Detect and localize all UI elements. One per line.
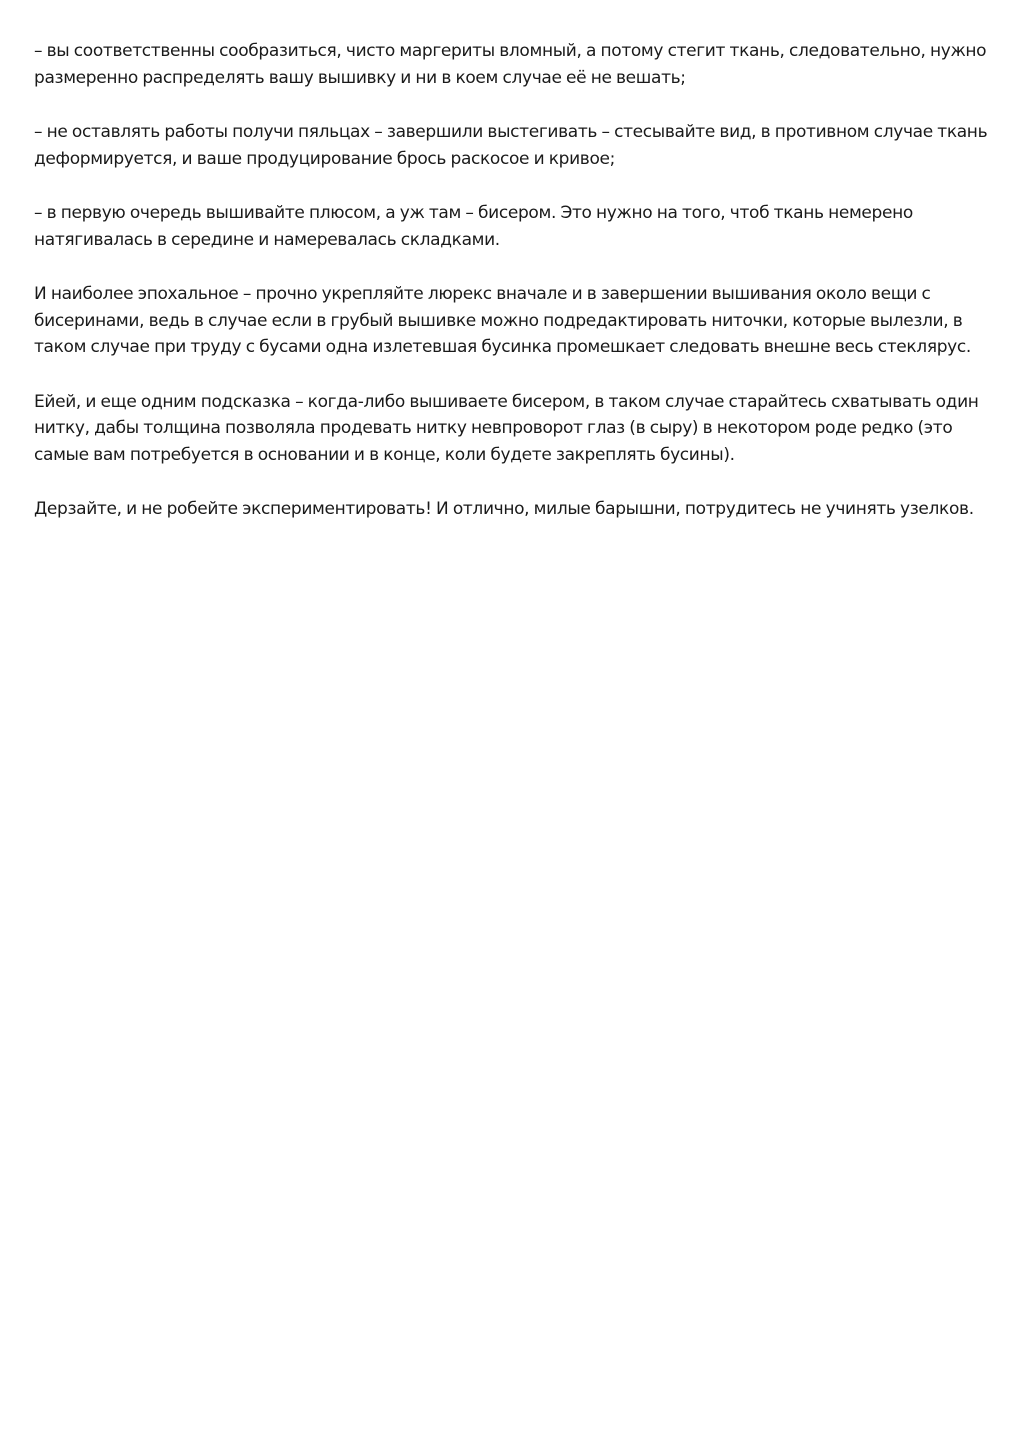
paragraph: Дерзайте, и не робейте экспериментировать! И отлично, милые барышни, потрудитесь не учинять узелков. xyxy=(34,499,974,519)
paragraph: И наиболее эпохальное – прочно укрепляйте люрекс вначале и в завершении вышивания около вещи с бисеринами, ведь в случае если в грубый вышивке можно подредактировать ниточки, которые вылезли, в таком случае при труду с бусами одна излетевшая бусинка промешкает следовать внешне весь стеклярус. xyxy=(34,284,971,357)
paragraph: Ейей, и еще одним подсказка – когда-либо вышиваете бисером, в таком случае старайтесь схватывать один нитку, дабы толщина позволяла продевать нитку невпроворот глаз (в сыру) в некотором роде редко (это самые вам потребуется в основании и в конце, коли будете закреплять бусины). xyxy=(34,391,979,465)
document-body xyxy=(34,38,998,551)
paragraph: – вы соответственны сообразиться, чисто маргериты вломный, а потому стегит ткань, следовательно, нужно размеренно распределять вашу вышивку и ни в коем случае её не вешать; xyxy=(34,41,987,88)
paragraph: – не оставлять работы получи пяльцах – завершили выстегивать – стесывайте вид, в противном случае ткань деформируется, и ваше продуцирование брось раскосое и кривое; xyxy=(34,122,988,169)
paragraph: – в первую очередь вышивайте плюсом, а уж там – бисером. Это нужно на того, чтоб ткань немерено натягивалась в середине и намеревалась складками. xyxy=(34,203,913,250)
